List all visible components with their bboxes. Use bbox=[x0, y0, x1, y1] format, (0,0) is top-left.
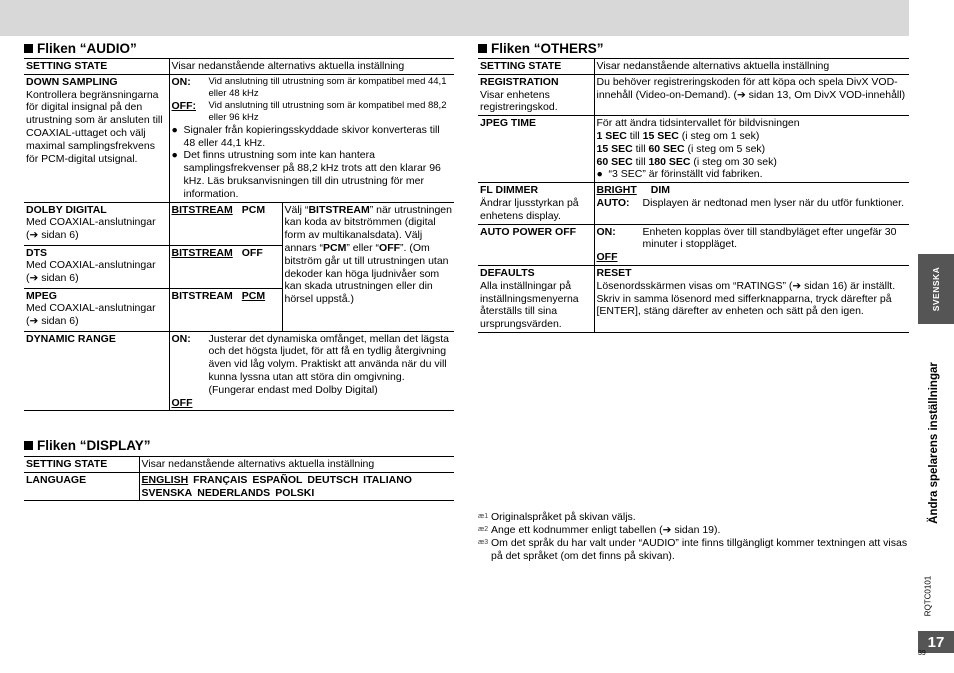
top-banner bbox=[0, 0, 909, 36]
page-number-small: 39 bbox=[918, 650, 926, 657]
others-table bbox=[478, 58, 909, 333]
registration-label: REGISTRATION bbox=[480, 75, 559, 88]
setting-state-desc: Visar nedanstående alternativs aktuella inställning bbox=[594, 59, 909, 75]
auto-power-off-label: AUTO POWER OFF bbox=[480, 225, 577, 238]
option-on: ON: Justerar det dynamiska omfånget, mellan det lägsta och det högsta ljudet, för att få en tydlig återgivning även vid låg volym. Praktiskt att använda när du vill kunna lyssna utan att störa din omgivning. (Fungerar endast med Dolby Digital) bbox=[171, 332, 449, 396]
table-row: DOLBY DIGITAL Med COAXIAL-anslutningar (➔ sidan 6) BITSTREAM PCM Välj “BITSTREAM” när utrustningen kan koda av bitströmmen (digital form av multikanalsdata). Välj annars “PCM” eller “OFF”. (Om bitström går ut till utrustningen utan dekoder kan höga ljudnivåer som kan skada utrustningen eller din hörsel uppstå.) bbox=[24, 202, 454, 245]
setting-state-desc: Visar nedanstående alternativs aktuella inställning bbox=[139, 457, 454, 473]
audio-table bbox=[24, 58, 454, 411]
down-sampling-desc: Kontrollera begränsningarna för digital insignal på den utrustning som är ansluten till COAXIAL-uttaget och välj maximal samplingsfrekvens för PCM-digital utsignal. bbox=[26, 88, 163, 165]
display-table bbox=[24, 456, 454, 501]
option-off: OFF bbox=[241, 246, 263, 259]
mpeg-label: MPEG bbox=[26, 289, 57, 302]
chapter-heading: Ändra spelarens inställningar bbox=[928, 362, 940, 524]
footnote-3: æ3 Om det språk du har valt under “AUDIO” inte finns tillgängligt kommer textningen att visas på det språket (om det finns på skivan). bbox=[478, 537, 908, 562]
square-bullet-icon bbox=[24, 441, 33, 450]
table-row: MPEG Med COAXIAL-anslutningar (➔ sidan 6) BITSTREAM PCM bbox=[24, 288, 454, 331]
defaults-desc: Lösenordsskärmen visas om “RATINGS” (➔ sidan 16) är inställt. Skriv in samma lösenord med sifferknapparna, tryck därefter på [ENTER], stäng därefter av enheten och sätt på den igen. bbox=[596, 279, 896, 318]
dynamic-range-label: DYNAMIC RANGE bbox=[26, 332, 116, 345]
list-item: ● Signaler från kopieringsskyddade skivor konverteras till 48 eller 44,1 kHz. bbox=[171, 123, 440, 149]
language-option: SVENSKA bbox=[141, 486, 193, 499]
language-option: NEDERLANDS bbox=[197, 486, 271, 499]
square-bullet-icon bbox=[478, 44, 487, 53]
document-code: RQTC0101 bbox=[923, 575, 933, 617]
option-bitstream: BITSTREAM bbox=[171, 246, 233, 259]
option-dim: DIM bbox=[650, 184, 670, 197]
language-option: POLSKI bbox=[275, 486, 315, 499]
bitstream-note: Välj “BITSTREAM” när utrustningen kan koda av bitströmmen (digital form av multikanalsdata). Välj annars “PCM” eller “OFF”. (Om bitström går ut till utrustningen utan dekoder kan höga ljudnivåer som kan skada utrustningen eller din hörsel uppstå.) bbox=[282, 202, 454, 331]
table-header-row bbox=[478, 59, 909, 75]
language-option: ESPAÑOL bbox=[252, 473, 303, 486]
language-tab: SVENSKA bbox=[918, 254, 954, 324]
footnote-1: æ1 Originalspråket på skivan väljs. bbox=[478, 511, 636, 523]
others-title: Fliken “OTHERS” bbox=[478, 40, 909, 56]
jpeg-range-1: 1 SEC till 15 SEC (i steg om 1 sek) bbox=[596, 129, 760, 142]
audio-title: Fliken “AUDIO” bbox=[24, 40, 454, 56]
dolby-digital-label: DOLBY DIGITAL bbox=[26, 203, 107, 216]
language-label: LANGUAGE bbox=[26, 473, 87, 486]
setting-state-desc: Visar nedanstående alternativs aktuella inställning bbox=[169, 59, 454, 75]
others-section bbox=[478, 40, 909, 333]
down-sampling-label: DOWN SAMPLING bbox=[26, 75, 118, 88]
language-option: DEUTSCH bbox=[307, 473, 359, 486]
table-header-row bbox=[24, 457, 454, 473]
setting-state-label: SETTING STATE bbox=[26, 458, 108, 470]
bullet-icon: ● bbox=[596, 168, 603, 181]
option-auto: AUTO: Displayen är nedtonad men lyser när du utför funktioner. bbox=[596, 196, 904, 209]
option-off: OFF bbox=[596, 251, 618, 264]
table-row: FL DIMMER Ändrar ljusstyrkan på enhetens display. BRIGHT DIM AUTO: Displayen är nedtonad men lyser när du utför funktioner. bbox=[478, 183, 909, 224]
option-pcm: PCM bbox=[241, 203, 266, 216]
language-option: FRANÇAIS bbox=[193, 473, 248, 486]
fl-dimmer-label: FL DIMMER bbox=[480, 184, 539, 197]
footnote-2: æ2 Ange ett kodnummer enligt tabellen (➔ sidan 19). bbox=[478, 524, 721, 536]
jpeg-time-label: JPEG TIME bbox=[480, 117, 537, 130]
list-item: ● “3 SEC” är förinställt vid fabriken. bbox=[596, 168, 763, 181]
option-bitstream: BITSTREAM bbox=[171, 203, 233, 216]
dts-label: DTS bbox=[26, 246, 47, 259]
language-options bbox=[142, 474, 453, 487]
language-options bbox=[142, 487, 453, 500]
list-item: ● Det finns utrustning som inte kan hantera samplingsfrekvenser på 88,2 kHz trots att den klarar 96 kHz. Läs bruksanvisningen till din utrustning för mer information. bbox=[171, 149, 441, 200]
display-section bbox=[24, 437, 454, 501]
table-row: DTS Med COAXIAL-anslutningar (➔ sidan 6) BITSTREAM OFF bbox=[24, 245, 454, 288]
defaults-label: DEFAULTS bbox=[480, 266, 535, 279]
reset-label: RESET bbox=[596, 266, 632, 279]
table-row bbox=[478, 224, 909, 265]
table-header-row bbox=[24, 59, 454, 75]
option-on: ON: Vid anslutning till utrustning som är kompatibel med 44,1 eller 48 kHz bbox=[171, 75, 447, 99]
audio-section bbox=[24, 40, 454, 411]
display-title: Fliken “DISPLAY” bbox=[24, 437, 454, 453]
registration-desc: Du behöver registreringskoden för att köpa och spela DivX VOD-innehåll (Video-on-Demand). (➔ sidan 13, Om DivX VOD-innehåll) bbox=[594, 74, 909, 115]
jpeg-range-2: 15 SEC till 60 SEC (i steg om 5 sek) bbox=[596, 142, 766, 155]
option-pcm: PCM bbox=[241, 289, 266, 302]
page-number: 17 bbox=[918, 631, 954, 653]
bullet-icon: ● bbox=[171, 123, 178, 136]
table-row: JPEG TIME För att ändra tidsintervallet för bildvisningen 1 SEC till 15 SEC (i steg om 1 sek) 15 SEC till 60 SEC (i steg om 5 sek) 60 SEC till 180 SEC (i steg om 30 sek) ● “3 SEC” är förinställt vid fabriken. bbox=[478, 116, 909, 183]
option-off: OFF: Vid anslutning till utrustning som är kompatibel med 88,2 eller 96 kHz bbox=[171, 99, 447, 123]
table-row: DEFAULTS Alla inställningar på inställningsmenyerna återställs till sina ursprungsvärden. RESET Lösenordsskärmen visas om “RATINGS” (➔ sidan 16) är inställt. Skriv in samma lösenord med sifferknapparna, tryck därefter på [ENTER], stäng därefter av enheten och sätt på den igen. bbox=[478, 265, 909, 332]
table-row bbox=[24, 331, 454, 411]
option-bitstream: BITSTREAM bbox=[171, 289, 233, 302]
square-bullet-icon bbox=[24, 44, 33, 53]
option-bright: BRIGHT bbox=[596, 184, 637, 197]
bullet-icon: ● bbox=[171, 149, 178, 162]
option-off: OFF bbox=[171, 396, 193, 409]
table-row bbox=[24, 472, 454, 501]
jpeg-range-3: 60 SEC till 180 SEC (i steg om 30 sek) bbox=[596, 155, 777, 168]
setting-state-label: SETTING STATE bbox=[480, 60, 562, 72]
setting-state-label: SETTING STATE bbox=[26, 60, 108, 72]
option-on: ON: Enheten kopplas över till standbyläget efter ungefär 30 minuter i stoppläget. bbox=[596, 225, 897, 251]
language-option: ENGLISH bbox=[141, 473, 189, 486]
language-option: ITALIANO bbox=[363, 473, 412, 486]
table-row: REGISTRATION Visar enhetens registreringskod. Du behöver registreringskoden för att köpa och spela DivX VOD-innehåll (Video-on-Demand). (➔ sidan 13, Om DivX VOD-innehåll) bbox=[478, 74, 909, 115]
table-row bbox=[24, 74, 454, 202]
